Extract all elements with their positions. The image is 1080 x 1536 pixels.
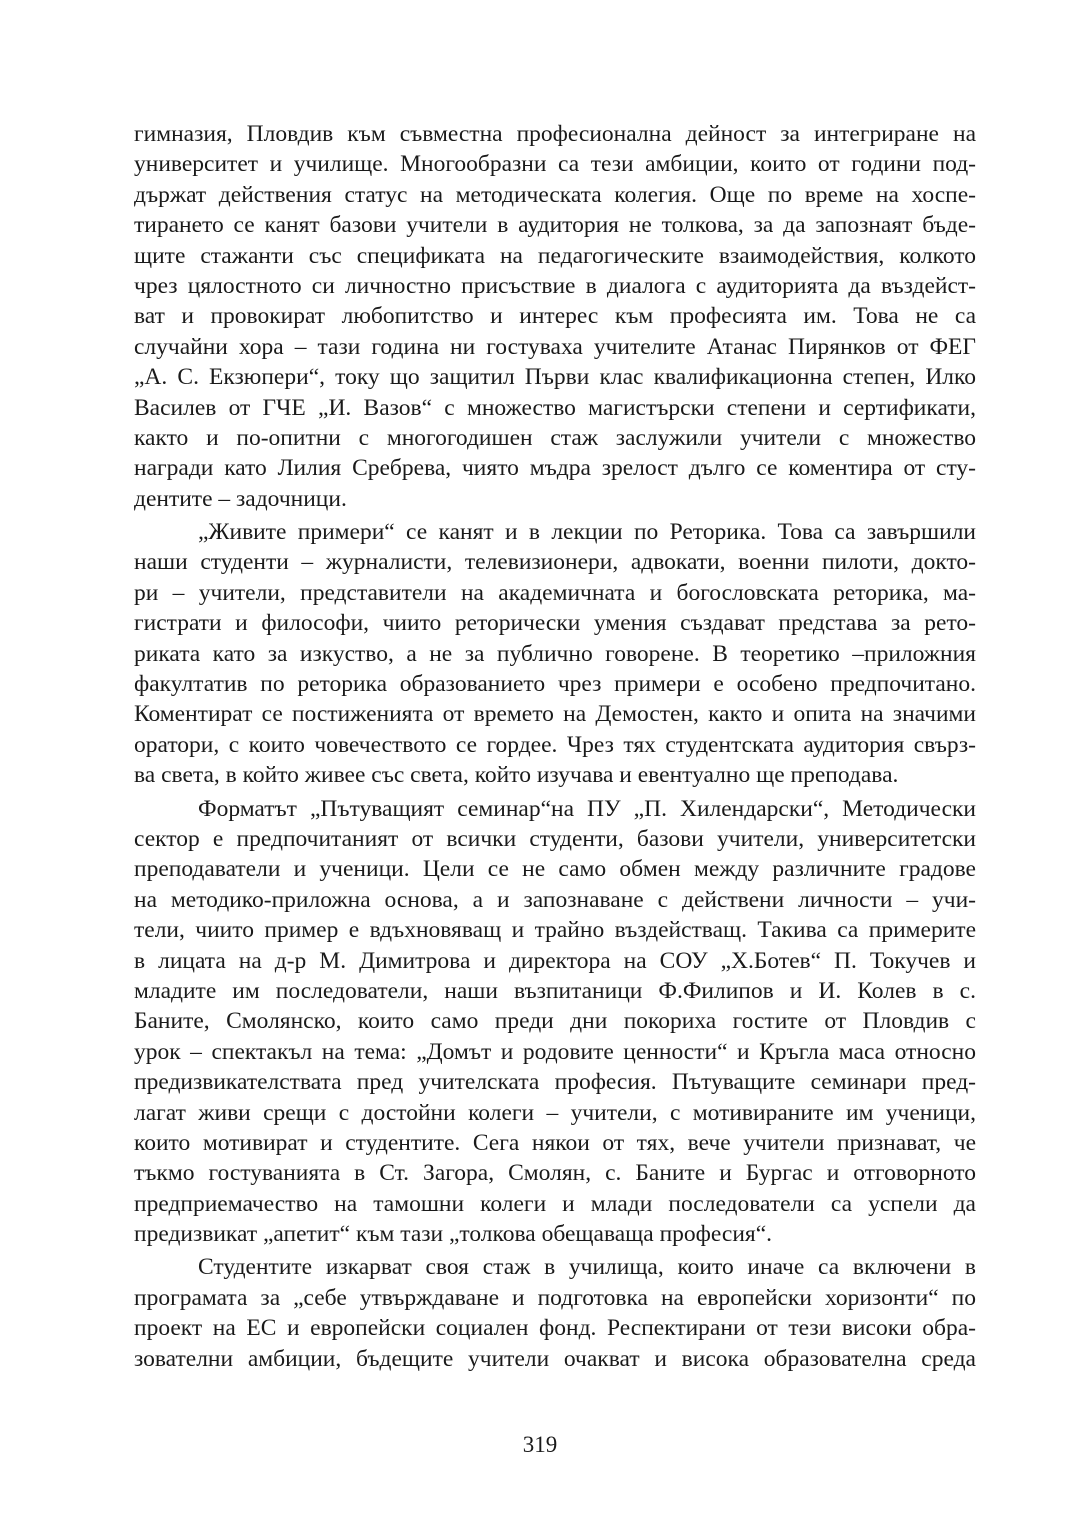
- text-line: ват и провокират любопитство и интерес към професията им. Това не са: [134, 303, 976, 330]
- text-line: награди като Лилия Сребрева, чиято мъдра зрелост дълго се коментира от сту-: [134, 455, 976, 482]
- text-line: предизвикателствата пред учителската професия. Пътуващите семинари пред-: [134, 1069, 976, 1096]
- paragraph: [134, 517, 976, 791]
- text-line: ри – учители, представители на академичната и богословската реторика, ма-: [134, 579, 976, 606]
- text-line: лагат живи срещи с достойни колеги – учители, с мотивираните им ученици,: [134, 1099, 976, 1126]
- page-number: 319: [522, 1432, 558, 1457]
- body-text: [134, 119, 976, 1374]
- text-line: сектор е предпочитаният от всички студенти, базови учители, университетски: [134, 825, 976, 852]
- paragraph: [134, 119, 976, 514]
- text-line: тели, чиито пример е вдъхновяващ и трайно въздействащ. Такива са примерите: [134, 917, 976, 944]
- text-line: които мотивират и студентите. Сега някои от тях, вече учители признават, че: [134, 1129, 976, 1156]
- text-line: Баните, Смолянско, които само преди дни покориха гостите от Пловдив с: [134, 1008, 976, 1035]
- text-line: на методико-приложна основа, а и запознаване с действени личности – учи-: [134, 886, 976, 913]
- text-line: държат действения статус на методическата колегия. Още по време на хоспе-: [134, 181, 976, 208]
- text-line: проект на ЕС и европейски социален фонд. Респектирани от тези високи обра-: [134, 1315, 976, 1342]
- text-line: чрез цялостното си личностно присъствие в диалога с аудиторията да въздейст-: [134, 272, 976, 299]
- text-line: програмата за „себе утвърждаване и подготовка на европейски хоризонти“ по: [134, 1284, 976, 1311]
- text-line: преподаватели и ученици. Цели се не само обмен между различните градове: [134, 856, 976, 883]
- text-line: щите стажанти със спецификата на педагогическите взаимодействия, колкото: [134, 242, 976, 269]
- text-line: зователни амбиции, бъдещите учители очакват и висока образователна среда: [134, 1345, 976, 1372]
- text-line: предприемачество на тамошни колеги и млади последователи са успели да: [134, 1190, 976, 1217]
- text-line: в лицата на д-р М. Димитрова и директора на СОУ „Х.Ботев“ П. Токучев и: [134, 947, 976, 974]
- text-line: предизвикат „апетит“ към тази „толкова обещаваща професия“.: [134, 1221, 773, 1248]
- paragraph: [134, 1252, 976, 1374]
- text-line: „А. С. Екзюпери“, току що защитил Първи клас квалификационна степен, Илко: [134, 364, 976, 391]
- text-line: университет и училище. Многообразни са тези амбиции, които от години под-: [134, 151, 976, 178]
- text-line: риката като за изкуство, а не за публично говорене. В теоретико –приложния: [134, 640, 976, 667]
- text-line: факултатив по реторика образованието чрез примери е особено предпочитано.: [134, 671, 976, 698]
- text-line: гистрати и философи, чиито реторически умения създават представа за рето-: [134, 610, 976, 637]
- text-line: тирането се канят базови учители в аудитория не толкова, за да запознаят бъде-: [134, 212, 976, 239]
- text-line: ва света, в който живее със света, който изучава и евентуално ще преподава.: [134, 762, 899, 789]
- text-line: Форматът „Пътуващият семинар“на ПУ „П. Хилендарски“, Методически: [198, 795, 976, 822]
- text-line: наши студенти – журналисти, телевизионери, адвокати, военни пилоти, докто-: [134, 549, 976, 576]
- text-line: Коментират се постиженията от времето на Демостен, както и опита на значими: [134, 701, 976, 728]
- text-line: тъкмо гостуванията в Ст. Загора, Смолян, с. Баните и Бургас и отговорното: [134, 1160, 976, 1187]
- text-line: „Живите примери“ се канят и в лекции по Реторика. Това са завършили: [198, 519, 976, 546]
- text-line: дентите – задочници.: [134, 485, 347, 512]
- text-line: оратори, с които човечеството се гордее. Чрез тях студентската аудитория свърз-: [134, 731, 976, 758]
- text-line: Василев от ГЧЕ „И. Вазов“ с множество магистърски степени и сертификати,: [134, 394, 976, 421]
- paragraph: [134, 794, 976, 1250]
- text-line: младите им последователи, наши възпитаници Ф.Филипов и И. Колев в с.: [134, 977, 976, 1004]
- text-line: както и по-опитни с многогодишен стаж заслужили учители с множество: [134, 424, 976, 451]
- text-line: случайни хора – тази година ни гостуваха учителите Атанас Пирянков от ФЕГ: [134, 333, 976, 360]
- text-line: урок – спектакъл на тема: „Домът и родовите ценности“ и Кръгла маса относно: [134, 1038, 976, 1065]
- text-line: гимназия, Пловдив към съвместна професионална дейност за интегриране на: [134, 121, 976, 147]
- text-line: Студентите изкарват своя стаж в училища, които иначе са включени в: [198, 1254, 976, 1281]
